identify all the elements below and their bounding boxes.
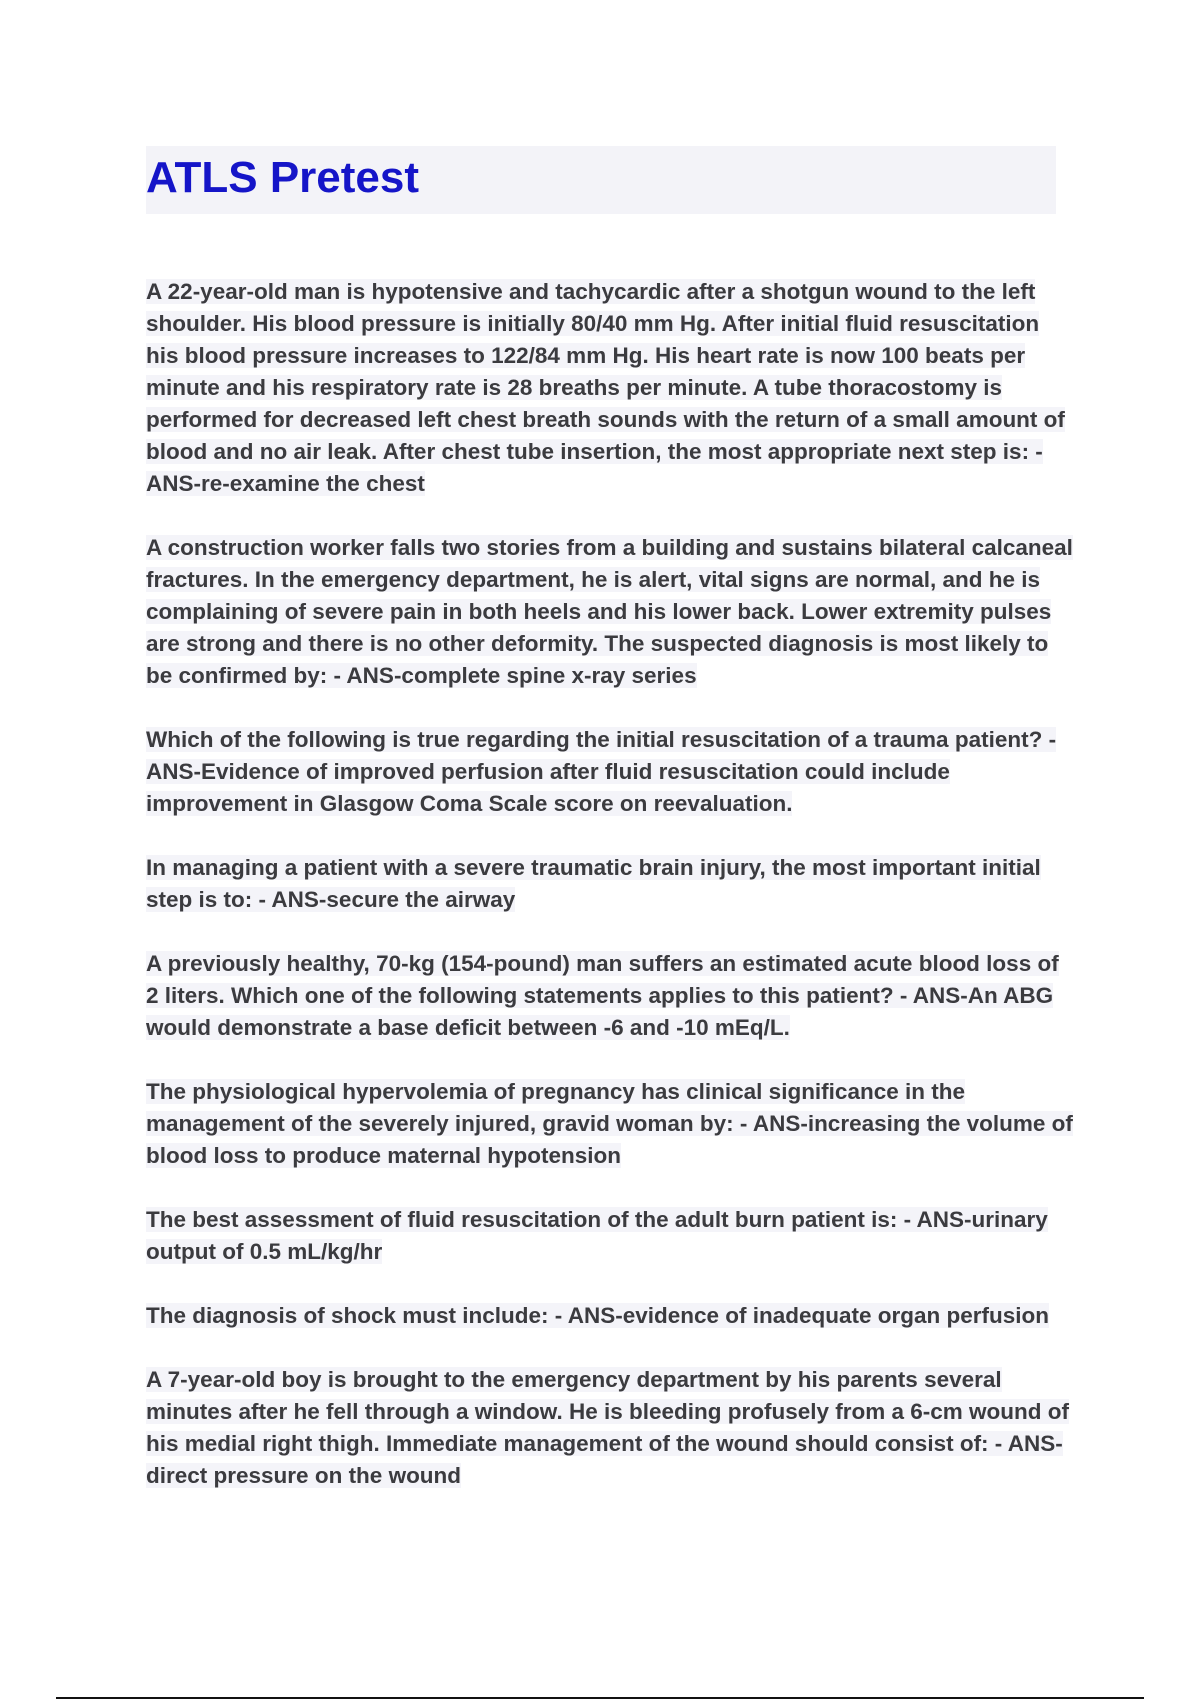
question-item (146, 1204, 1076, 1268)
question-item (146, 276, 1076, 500)
question-item (146, 948, 1076, 1044)
question-text: In managing a patient with a severe traumatic brain injury, the most important initial step is to: - ANS-secure the airway (146, 855, 1041, 912)
question-text: The best assessment of fluid resuscitation of the adult burn patient is: - ANS-urinary output of 0.5 mL/kg/hr (146, 1207, 1048, 1264)
page-bottom-rule (56, 1697, 1144, 1699)
question-item (146, 1300, 1076, 1332)
question-item (146, 852, 1076, 916)
document-title: ATLS Pretest (146, 153, 420, 202)
question-text: A construction worker falls two stories from a building and sustains bilateral calcaneal fractures. In the emergency department, he is alert, vital signs are normal, and he is complaining of severe pain in both heels and his lower back. Lower extremity pulses are strong and there is no other deformity. The suspected diagnosis is most likely to be confirmed by: - ANS-complete spine x-ray series (146, 535, 1073, 688)
question-item (146, 1364, 1076, 1492)
question-text: The diagnosis of shock must include: - ANS-evidence of inadequate organ perfusion (146, 1303, 1050, 1328)
question-list (146, 276, 1076, 1524)
question-text: A 7-year-old boy is brought to the emergency department by his parents several minutes after he fell through a window. He is bleeding profusely from a 6-cm wound of his medial right thigh. Immediate management of the wound should consist of: - ANS-direct pressure on the wound (146, 1367, 1070, 1488)
title-banner (146, 146, 1056, 214)
question-item (146, 1076, 1076, 1172)
question-item (146, 532, 1076, 692)
question-text: A previously healthy, 70-kg (154-pound) man suffers an estimated acute blood loss of 2 liters. Which one of the following statements applies to this patient? - ANS-An ABG would demonstrate a base deficit between -6 and -10 mEq/L. (146, 951, 1059, 1040)
question-text: Which of the following is true regarding the initial resuscitation of a trauma patient? - ANS-Evidence of improved perfusion after fluid resuscitation could include improvement in Glasgow Coma Scale score on reevaluation. (146, 727, 1057, 816)
question-text: The physiological hypervolemia of pregnancy has clinical significance in the management of the severely injured, gravid woman by: - ANS-increasing the volume of blood loss to produce maternal hypotension (146, 1079, 1073, 1168)
question-text: A 22-year-old man is hypotensive and tachycardic after a shotgun wound to the left shoulder. His blood pressure is initially 80/40 mm Hg. After initial fluid resuscitation his blood pressure increases to 122/84 mm Hg. His heart rate is now 100 beats per minute and his respiratory rate is 28 breaths per minute. A tube thoracostomy is performed for decreased left chest breath sounds with the return of a small amount of blood and no air leak. After chest tube insertion, the most appropriate next step is: - ANS-re-examine the chest (146, 279, 1065, 496)
question-item (146, 724, 1076, 820)
